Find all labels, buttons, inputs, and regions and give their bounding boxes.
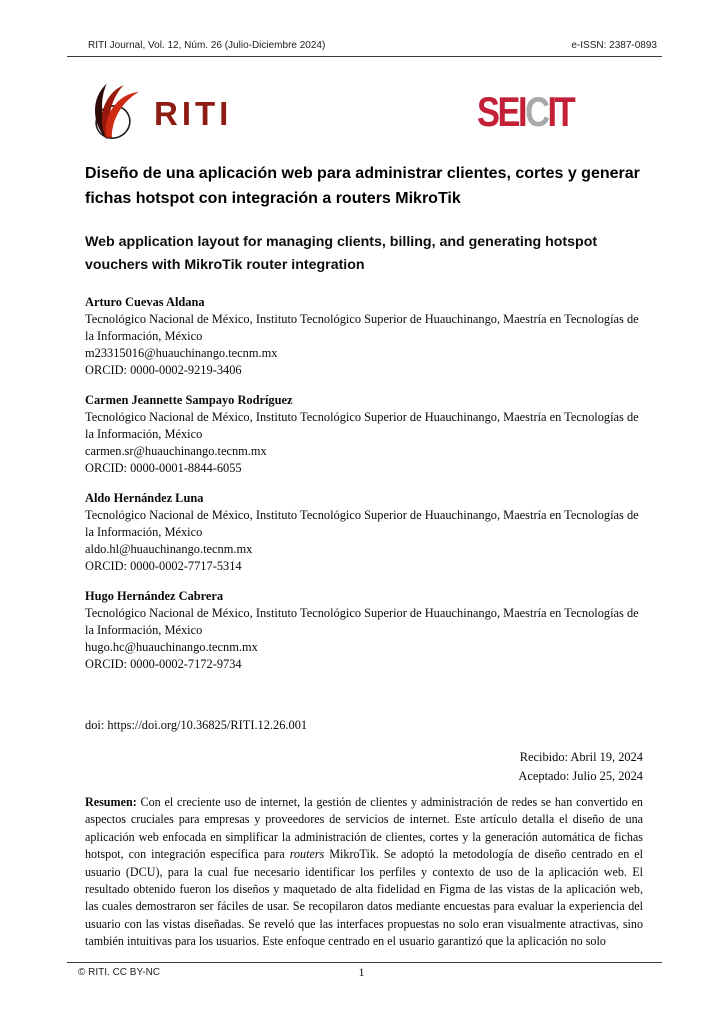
author-affiliation: Tecnológico Nacional de México, Instituto Tecnológico Superior de Huauchinango, Maestría en Tecnologías de la Información, México bbox=[85, 312, 639, 343]
author-name: Aldo Hernández Luna bbox=[85, 491, 204, 505]
author-list bbox=[85, 294, 643, 673]
author-affiliation: Tecnológico Nacional de México, Instituto Tecnológico Superior de Huauchinango, Maestría en Tecnologías de la Información, México bbox=[85, 508, 639, 539]
author-orcid: ORCID: 0000-0002-7172-9734 bbox=[85, 657, 242, 671]
seicit-letter-i2: I bbox=[547, 88, 555, 135]
eissn-label: e-ISSN: 2387-0893 bbox=[571, 40, 657, 51]
seicit-logo bbox=[477, 88, 574, 135]
doi-link[interactable]: doi: https://doi.org/10.36825/RITI.12.26.001 bbox=[85, 718, 308, 732]
page-header bbox=[67, 40, 662, 57]
submission-dates bbox=[85, 748, 643, 785]
author-orcid: ORCID: 0000-0002-7717-5314 bbox=[85, 559, 242, 573]
author-name: Arturo Cuevas Aldana bbox=[85, 295, 205, 309]
footer-copyright: © RITI. CC BY-NC bbox=[78, 967, 161, 978]
author-affiliation: Tecnológico Nacional de México, Instituto Tecnológico Superior de Huauchinango, Maestría en Tecnologías de la Información, México bbox=[85, 606, 639, 637]
seicit-letter-t: T bbox=[554, 88, 574, 135]
doi-line bbox=[85, 718, 643, 733]
article-column bbox=[85, 161, 643, 963]
author-affiliation: Tecnológico Nacional de México, Instituto Tecnológico Superior de Huauchinango, Maestría en Tecnologías de la Información, México bbox=[85, 410, 639, 441]
seicit-letters-se: SE bbox=[477, 88, 519, 135]
author-block bbox=[85, 490, 643, 575]
author-email-link[interactable]: m23315016@huauchinango.tecnm.mx bbox=[85, 346, 278, 360]
article-title-english: Web application layout for managing clients, billing, and generating hotspot vouchers with MikroTik router integration bbox=[85, 234, 598, 273]
seicit-letter-i1: I bbox=[518, 88, 526, 135]
abstract-paragraph bbox=[85, 794, 643, 951]
accepted-date: Aceptado: Julio 25, 2024 bbox=[518, 768, 643, 783]
seicit-letter-c: C bbox=[525, 88, 548, 135]
journal-volume-info: RITI Journal, Vol. 12, Núm. 26 (Julio-Diciembre 2024) bbox=[88, 40, 326, 51]
author-email-link[interactable]: aldo.hl@huauchinango.tecnm.mx bbox=[85, 542, 253, 556]
author-block bbox=[85, 588, 643, 673]
author-email-link[interactable]: carmen.sr@huauchinango.tecnm.mx bbox=[85, 444, 267, 458]
page-number: 1 bbox=[358, 965, 365, 979]
author-orcid: ORCID: 0000-0001-8844-6055 bbox=[85, 461, 242, 475]
received-date: Recibido: Abril 19, 2024 bbox=[519, 750, 643, 764]
riti-swoosh-icon bbox=[92, 80, 150, 142]
author-name: Carmen Jeannette Sampayo Rodríguez bbox=[85, 393, 293, 407]
riti-logo bbox=[92, 80, 232, 142]
abstract-label: Resumen: bbox=[85, 795, 137, 809]
author-block bbox=[85, 392, 643, 477]
riti-wordmark: RITI bbox=[154, 95, 233, 132]
abstract-text-part2: MikroTik. Se adoptó la metodología de diseño centrado en el usuario (DCU), para la cual fue necesario identificar los perfiles y contexto de uso de la aplicación web. El resultado obtenido fueron los diseños y maquetado de alta fidelidad en Figma de las vistas de la aplicación web, las cuales demostraron ser fáciles de usar. Se recopilaron datos mediante encuestas para evaluar la experiencia del usuario con las vistas diseñadas. Se reveló que las interfaces propuestas no solo eran visualmente atractivas, sino también intuitivas para los usuarios. Este enfoque centrado en el usuario garantizó que la aplicación no solo bbox=[85, 847, 644, 949]
author-email-link[interactable]: hugo.hc@huauchinango.tecnm.mx bbox=[85, 640, 258, 654]
abstract-text-part1: Con el creciente uso de internet, la gestión de clientes y administración de redes se han convertido en aspectos cruciales para empresas y proveedores de servicios de internet. Este artículo detalla el diseño de una aplicación web enfocada en simplificar la administración de clientes, cortes y la generación automática de fichas hotspot, con integración específica para bbox=[85, 795, 643, 862]
author-block bbox=[85, 294, 643, 379]
article-title-spanish: Diseño de una aplicación web para administrar clientes, cortes y generar fichas hotspot con integración a routers MikroTik bbox=[85, 165, 640, 207]
author-name: Hugo Hernández Cabrera bbox=[85, 589, 224, 603]
footer-divider bbox=[67, 962, 662, 963]
abstract-italic-term: routers bbox=[289, 847, 325, 862]
author-orcid: ORCID: 0000-0002-9219-3406 bbox=[85, 363, 242, 377]
